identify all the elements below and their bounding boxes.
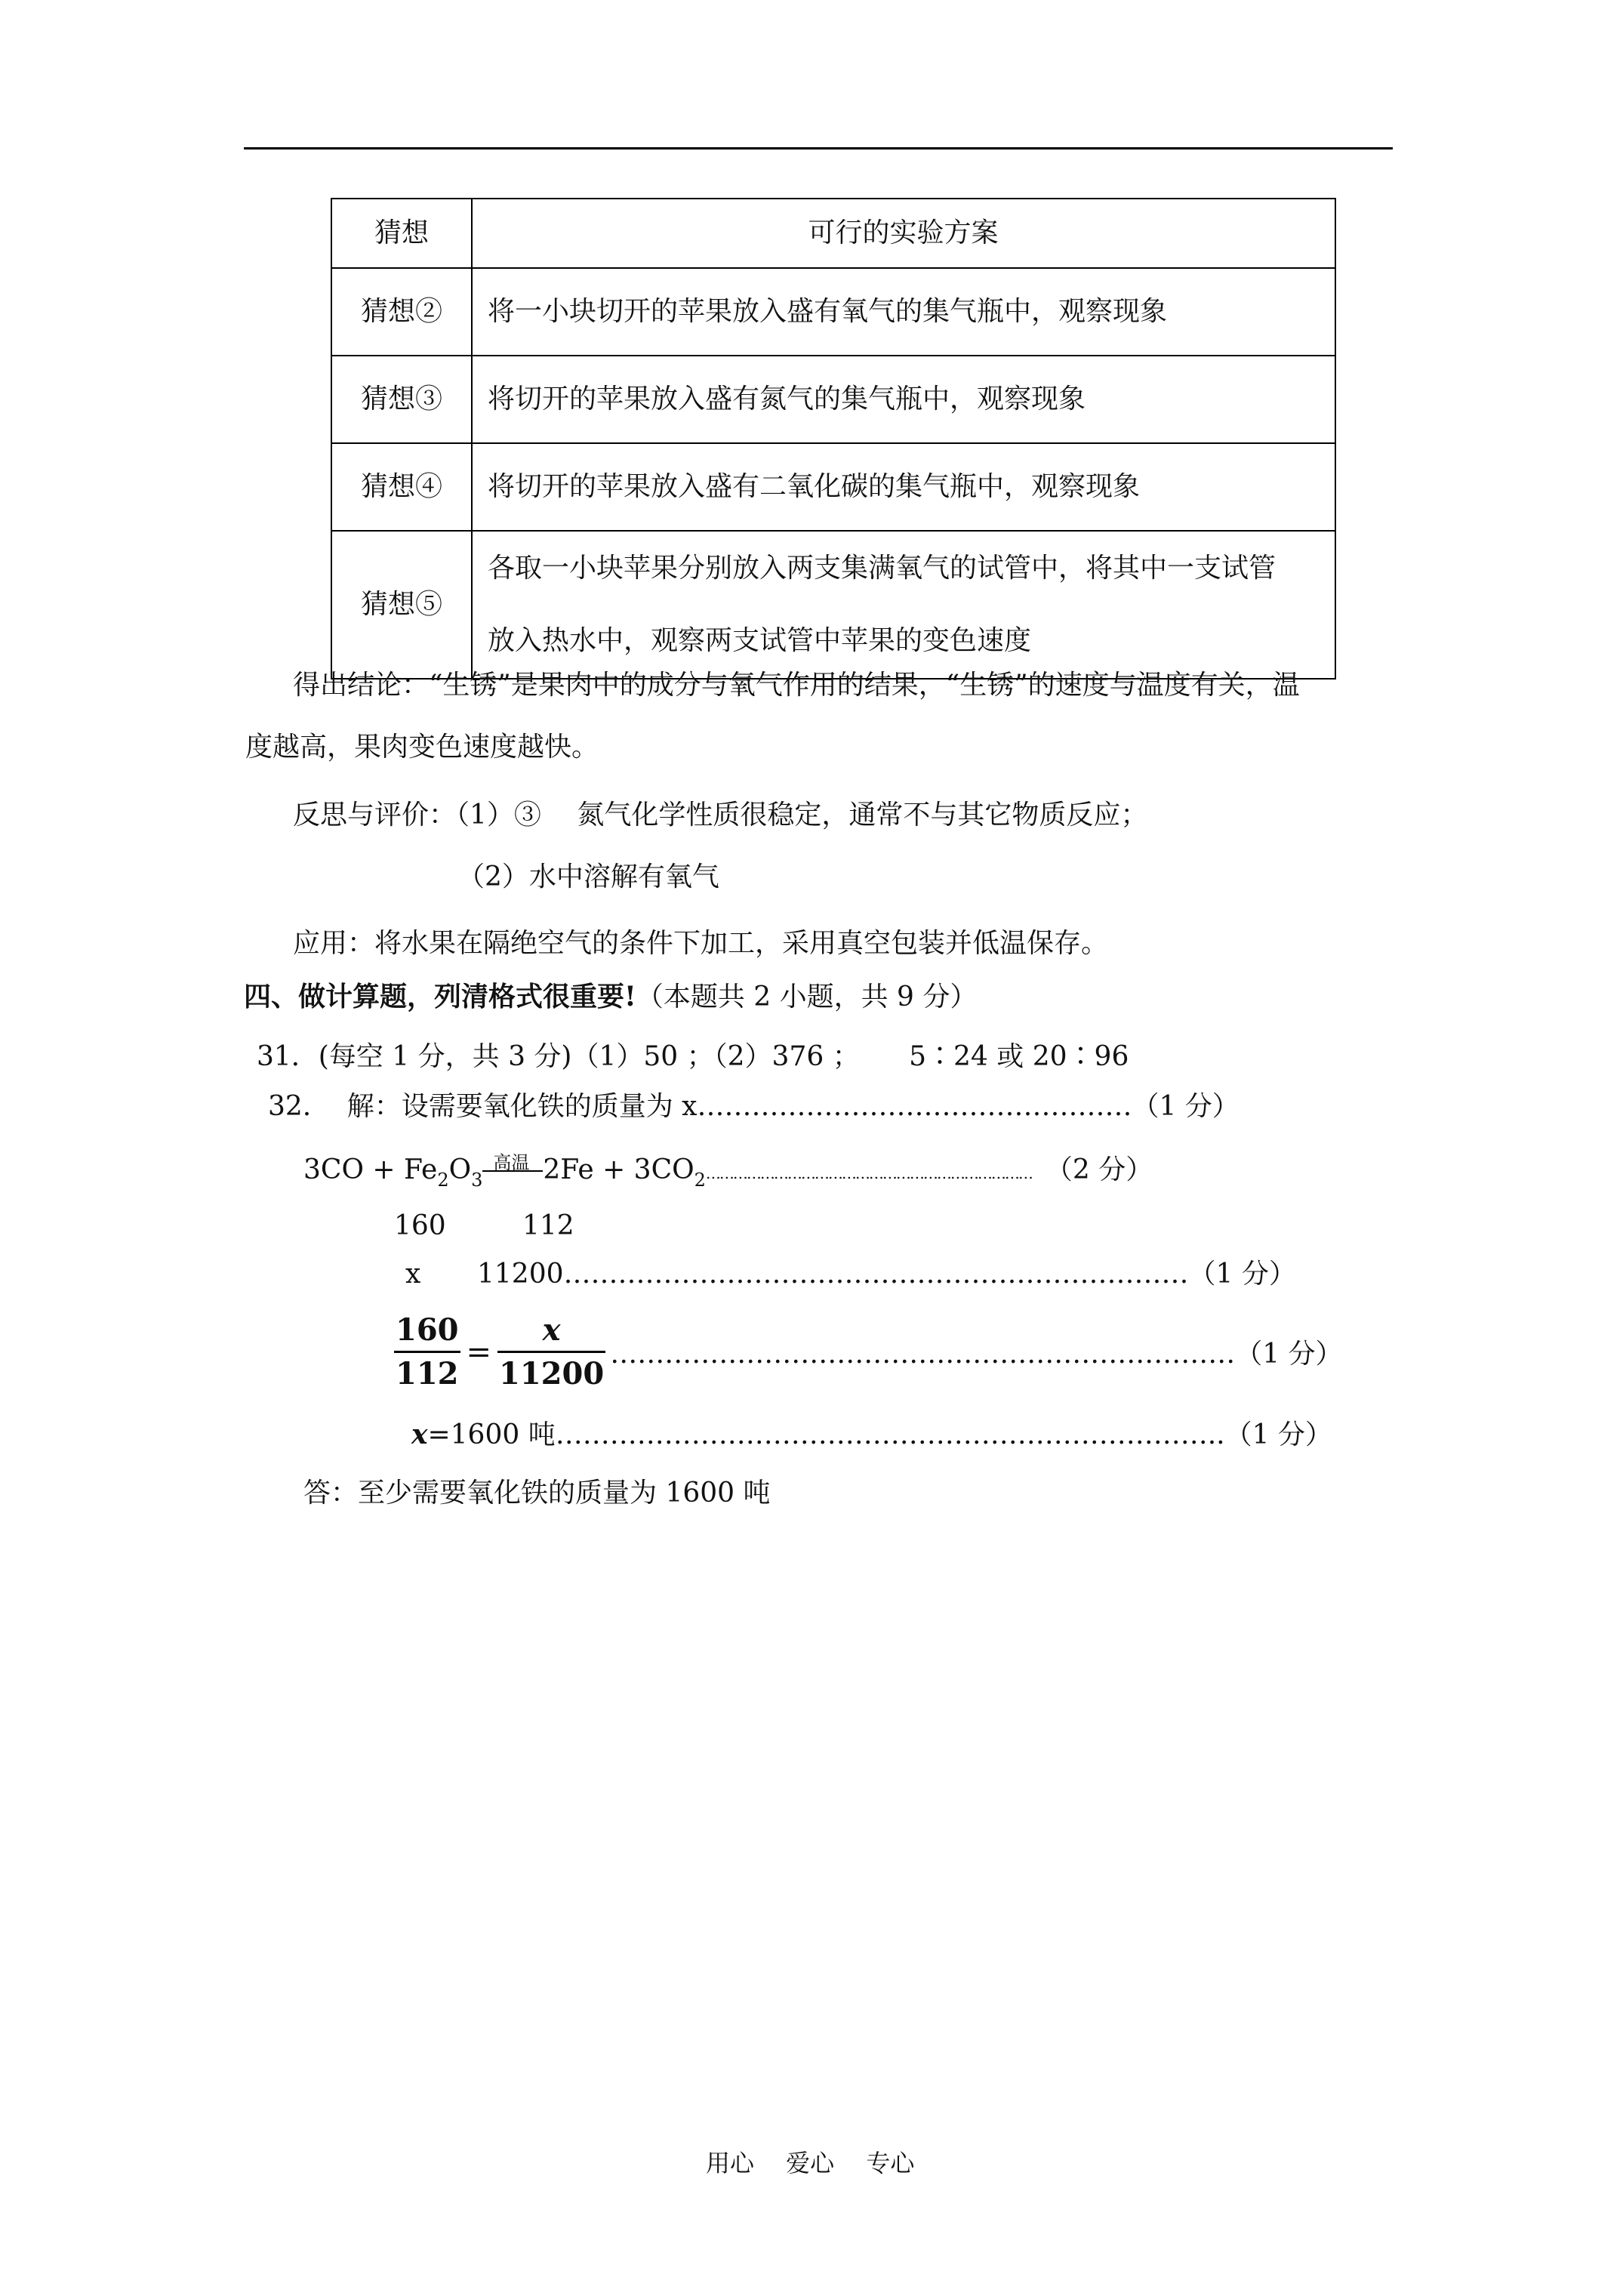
equation-products: 2Fe + 3CO (543, 1154, 694, 1185)
equals-sign: = (466, 1334, 492, 1370)
subscript: 2 (437, 1170, 449, 1191)
dot-leader: ……………………………………………………………… (705, 1164, 1032, 1182)
section-title-rest: （本题共 2 小题，共 9 分） (636, 982, 978, 1012)
reaction-arrow (482, 1152, 543, 1187)
page-footer: 用心 爱心 专心 (706, 2149, 915, 2177)
equation-reactants: 3CO + Fe (303, 1154, 438, 1185)
question-32-setup: 32. 解：设需要氧化铁的质量为 x…………………………………………（1 分） (268, 1091, 1240, 1122)
application-line: 应用：将水果在隔绝空气的条件下加工，采用真空包装并低温保存。 (293, 928, 1109, 959)
fraction-numerator: x (497, 1312, 605, 1353)
plan-cell (472, 531, 1335, 679)
conclusion-line: 得出结论：“生锈”是果肉中的成分与氧气作用的结果，“生锈”的速度与温度有关，温 (293, 670, 1300, 701)
hypothesis-cell: 猜想② (331, 268, 472, 356)
table-header-row (331, 199, 1335, 268)
plan-cell: 将切开的苹果放入盛有氮气的集气瓶中，观察现象 (472, 356, 1335, 443)
fraction-left (394, 1312, 460, 1391)
question-31: 31．(每空 1 分，共 3 分)（1）50 ；（2）376 ； 5∶24 或 20∶96 (257, 1041, 1129, 1072)
section-title-bold: 四、做计算题，列清格式很重要! (244, 981, 636, 1012)
chemical-equation (303, 1148, 1153, 1196)
answer-line: 答：至少需要氧化铁的质量为 1600 吨 (303, 1478, 771, 1509)
ratio-molar-mass: 160 (394, 1210, 446, 1241)
dot-leader-score: ……………………………………………………………（1 分） (610, 1339, 1343, 1370)
subscript: 2 (694, 1170, 706, 1191)
table-header-plan: 可行的实验方案 (472, 199, 1335, 268)
fraction-denominator: 112 (396, 1356, 459, 1391)
section-title (244, 974, 977, 1020)
reaction-condition: 高温 (493, 1152, 530, 1173)
table-row (331, 356, 1335, 443)
reflection-line: （2）水中溶解有氧气 (457, 861, 719, 892)
fraction-right (497, 1312, 605, 1391)
table-header-hypothesis: 猜想 (331, 199, 472, 268)
header-rule (244, 147, 1393, 149)
proportion-equation (394, 1312, 1343, 1391)
plan-line: 放入热水中，观察两支试管中苹果的变色速度 (488, 625, 1032, 656)
ratio-molar-mass: 112 (522, 1210, 574, 1241)
conclusion-line: 度越高，果肉变色速度越快。 (245, 732, 599, 763)
plan-cell: 将切开的苹果放入盛有二氧化碳的集气瓶中，观察现象 (472, 443, 1335, 531)
table-row (331, 531, 1335, 679)
experiment-plan-table (331, 198, 1336, 680)
ratio-unknown: x (405, 1259, 421, 1290)
table-row (331, 443, 1335, 531)
fraction-denominator: 11200 (499, 1356, 605, 1391)
plan-line: 各取一小块苹果分别放入两支集满氧气的试管中，将其中一支试管 (488, 553, 1277, 584)
hypothesis-cell: 猜想④ (331, 443, 472, 531)
hypothesis-cell: 猜想⑤ (331, 531, 472, 679)
equation-oxygen: O (448, 1154, 472, 1185)
result-line (411, 1412, 1332, 1458)
plan-cell: 将一小块切开的苹果放入盛有氧气的集气瓶中，观察现象 (472, 268, 1335, 356)
result-value: =1600 吨………………………………………………………………..（1 分） (427, 1419, 1332, 1450)
result-variable: x (411, 1419, 428, 1450)
reaction-line (482, 1170, 543, 1172)
hypothesis-cell: 猜想③ (331, 356, 472, 443)
fraction-numerator: 160 (394, 1312, 460, 1353)
reflection-line: 反思与评价：（1）③ 氮气化学性质很稳定，通常不与其它物质反应； (293, 800, 1148, 831)
score: （2 分） (1045, 1154, 1153, 1185)
ratio-known: 11200……………………………………………………………（1 分） (477, 1259, 1296, 1290)
subscript: 3 (471, 1170, 483, 1191)
table-row (331, 268, 1335, 356)
